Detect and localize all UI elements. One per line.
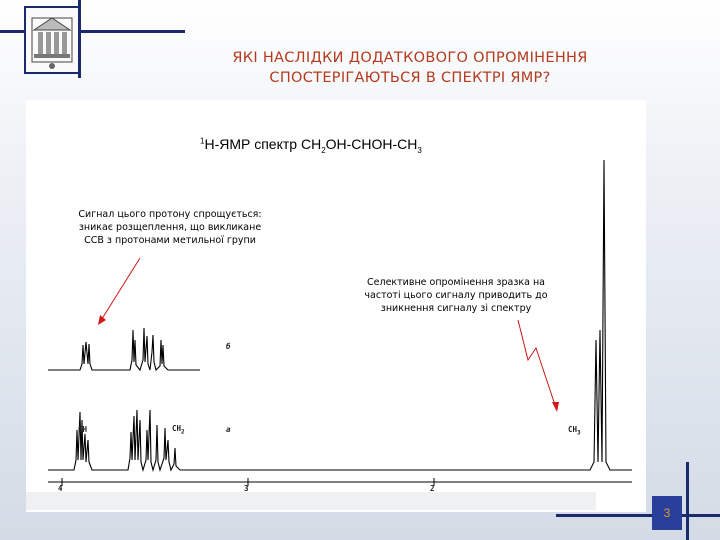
peak-label-ch-text: CH <box>78 425 88 434</box>
left-arrow-head <box>98 315 106 325</box>
right-annotation-line-2: частоті цього сигналу приводить до <box>364 290 548 301</box>
left-annotation-arrow <box>100 258 140 322</box>
spectrum-title-sub-2: 3 <box>417 145 422 155</box>
figure-bottom-strip <box>26 492 596 510</box>
axis-label-3: 3 <box>244 484 249 493</box>
peak-label-ch <box>78 425 87 434</box>
slide-title-line-2: СПОСТЕРІГАЮТЬСЯ В СПЕКТРІ ЯМР? <box>269 70 551 86</box>
peak-label-ch3 <box>568 425 581 437</box>
spectrum-title-mid: ОН-СНОН-СН <box>325 136 418 152</box>
trace-label-lower: а <box>226 425 231 434</box>
spectrum-title-main: Н-ЯМР спектр СН <box>204 136 322 152</box>
upper-trace <box>48 328 200 370</box>
peak-label-ch2 <box>172 424 185 436</box>
left-annotation-line-3: ССВ з протонами метильної групи <box>84 235 256 246</box>
peak-label-ch3-text: CH <box>568 425 578 434</box>
left-annotation-line-1: Сигнал цього протону спрощується: <box>78 209 262 220</box>
right-arrow-head <box>552 402 559 412</box>
axis-label-2: 2 <box>430 484 435 493</box>
slide-title-line-1: ЯКІ НАСЛІДКИ ДОДАТКОВОГО ОПРОМІНЕННЯ <box>232 50 588 66</box>
axis-label-4: 4 <box>58 484 63 493</box>
peak-label-ch2-sub: 2 <box>181 428 185 436</box>
left-annotation-line-2: зникає розщеплення, що викликане <box>78 222 262 233</box>
right-annotation-arrow <box>518 320 556 408</box>
trace-label-upper: б <box>226 342 231 351</box>
right-annotation-line-3: зникнення сигналу зі спектру <box>380 303 532 314</box>
lower-trace <box>48 160 632 470</box>
peak-label-ch2-text: CH <box>172 424 182 433</box>
page-number: 3 <box>663 506 671 520</box>
right-annotation-line-1: Селективне опромінення зразка на <box>367 277 545 288</box>
spectrum-title-sub-1: 2 <box>321 145 326 155</box>
page-number-badge <box>652 496 682 530</box>
spectrum-title-isotope: 1 <box>200 136 205 146</box>
peak-label-ch3-sub: 3 <box>577 429 581 437</box>
